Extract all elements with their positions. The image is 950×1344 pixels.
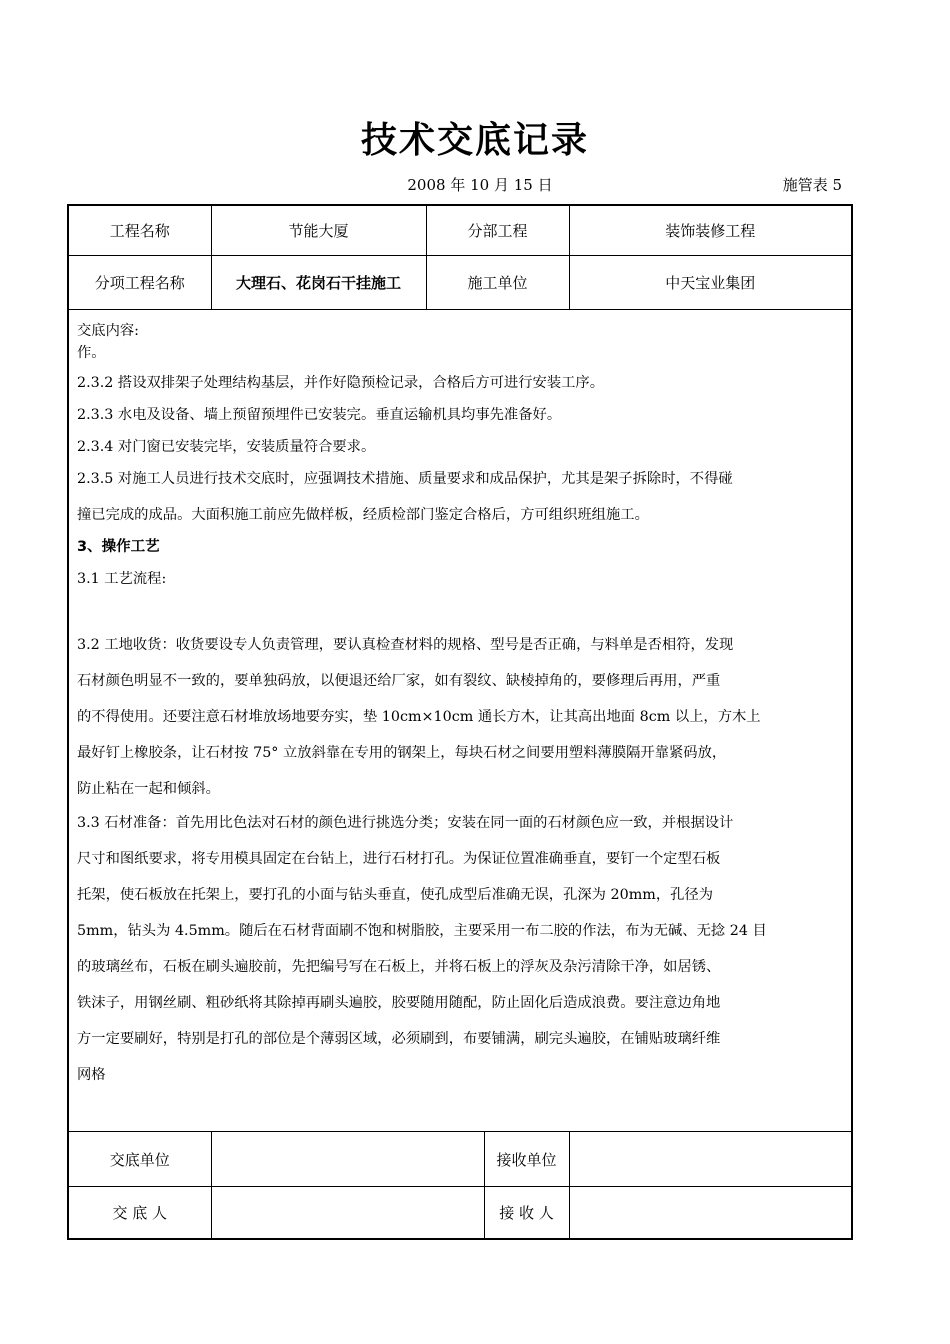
content-line: 3.2 工地收货：收货要设专人负责管理，要认真检查材料的规格、型号是否正确，与料单是否相符，发现: [77, 637, 734, 653]
content-line: 方一定要刷好，特别是打孔的部位是个薄弱区域，必须刷到，布要铺满，刷完头遍胶，在铺贴玻璃纤维: [77, 1031, 721, 1047]
receiver-unit-field[interactable]: [569, 1132, 852, 1187]
content-line: 铁沫子，用钢丝刷、粗砂纸将其除掉再刷头遍胶，胶要随用随配，防止固化后造成浪费。要注意边角地: [77, 995, 721, 1011]
content-line: 最好钉上橡胶条，让石材按 75° 立放斜靠在专用的钢架上，每块石材之间要用塑料薄膜隔开靠紧码放，: [77, 745, 727, 761]
content-cell: [68, 310, 852, 1132]
content-line: 的不得使用。还要注意石材堆放场地要夯实，垫 10cm×10cm 通长方木，让其高出地面 8cm 以上，方木上: [77, 709, 761, 725]
division-label: 分部工程: [426, 205, 569, 256]
issuer-unit-label: 交底单位: [68, 1132, 211, 1187]
subitem-label: 分项工程名称: [68, 256, 211, 310]
receiver-label: 接 收 人: [484, 1187, 569, 1240]
division-value: 装饰装修工程: [569, 205, 852, 256]
issuer-unit-field[interactable]: [211, 1132, 484, 1187]
content-line: 2.3.4 对门窗已安装完毕，安装质量符合要求。: [77, 439, 376, 455]
content-line: 3.3 石材准备：首先用比色法对石材的颜色进行挑选分类；安装在同一面的石材颜色应一致，并根据设计: [77, 815, 734, 831]
issuer-field[interactable]: [211, 1187, 484, 1240]
signature-row-2: [68, 1187, 852, 1240]
content-row: [68, 310, 852, 1132]
info-row-1: [68, 205, 852, 256]
content-line: 2.3.3 水电及设备、墙上预留预埋件已安装完。垂直运输机具均事先准备好。: [77, 407, 562, 423]
info-row-2: [68, 256, 852, 310]
form-number: 施管表 5: [782, 176, 842, 194]
section-heading: 3、操作工艺: [77, 539, 160, 555]
document-title: 技术交底记录: [360, 120, 589, 161]
contractor-label: 施工单位: [426, 256, 569, 310]
content-line: 5mm，钻头为 4.5mm。随后在石材背面刷不饱和树脂胶，主要采用一布二胶的作法，布为无碱、无捻 24 目: [77, 923, 767, 939]
receiver-unit-label: 接收单位: [484, 1132, 569, 1187]
content-line: 3.1 工艺流程:: [77, 571, 167, 587]
content-line: 防止粘在一起和倾斜。: [77, 781, 220, 797]
project-name-value: 节能大厦: [211, 205, 426, 256]
content-line: 撞已完成的成品。大面积施工前应先做样板，经质检部门鉴定合格后，方可组织班组施工。: [77, 507, 649, 523]
blank-line: [77, 590, 843, 634]
content-line: 托架，使石板放在托架上，要打孔的小面与钻头垂直，使孔成型后准确无误，孔深为 20mm，孔径为: [77, 887, 714, 903]
content-line: 石材颜色明显不一致的，要单独码放，以便退还给厂家，如有裂纹、缺棱掉角的，要修理后再用，严重: [77, 673, 721, 689]
disclosure-table: [67, 204, 853, 1240]
content-line: 网格: [77, 1067, 106, 1083]
receiver-field[interactable]: [569, 1187, 852, 1240]
signature-row-1: [68, 1132, 852, 1187]
content-line: 2.3.2 搭设双排架子处理结构基层，并作好隐预检记录，合格后方可进行安装工序。: [77, 375, 605, 391]
content-line: 作。: [77, 345, 106, 361]
contractor-value: 中天宝业集团: [569, 256, 852, 310]
content-line: 2.3.5 对施工人员进行技术交底时，应强调技术措施、质量要求和成品保护，尤其是架子拆除时，不得碰: [77, 471, 733, 487]
subitem-value: 大理石、花岗石干挂施工: [211, 256, 426, 310]
project-name-label: 工程名称: [68, 205, 211, 256]
content-label: 交底内容:: [77, 323, 140, 339]
content-line: 尺寸和图纸要求，将专用模具固定在台钻上，进行石材打孔。为保证位置准确垂直，要钉一个定型石板: [77, 851, 721, 867]
document-date: 2008 年 10 月 15 日: [407, 176, 553, 194]
issuer-label: 交 底 人: [68, 1187, 211, 1240]
content-line: 的玻璃丝布，石板在刷头遍胶前，先把编号写在石板上，并将石板上的浮灰及杂污清除干净，如居锈、: [77, 959, 721, 975]
